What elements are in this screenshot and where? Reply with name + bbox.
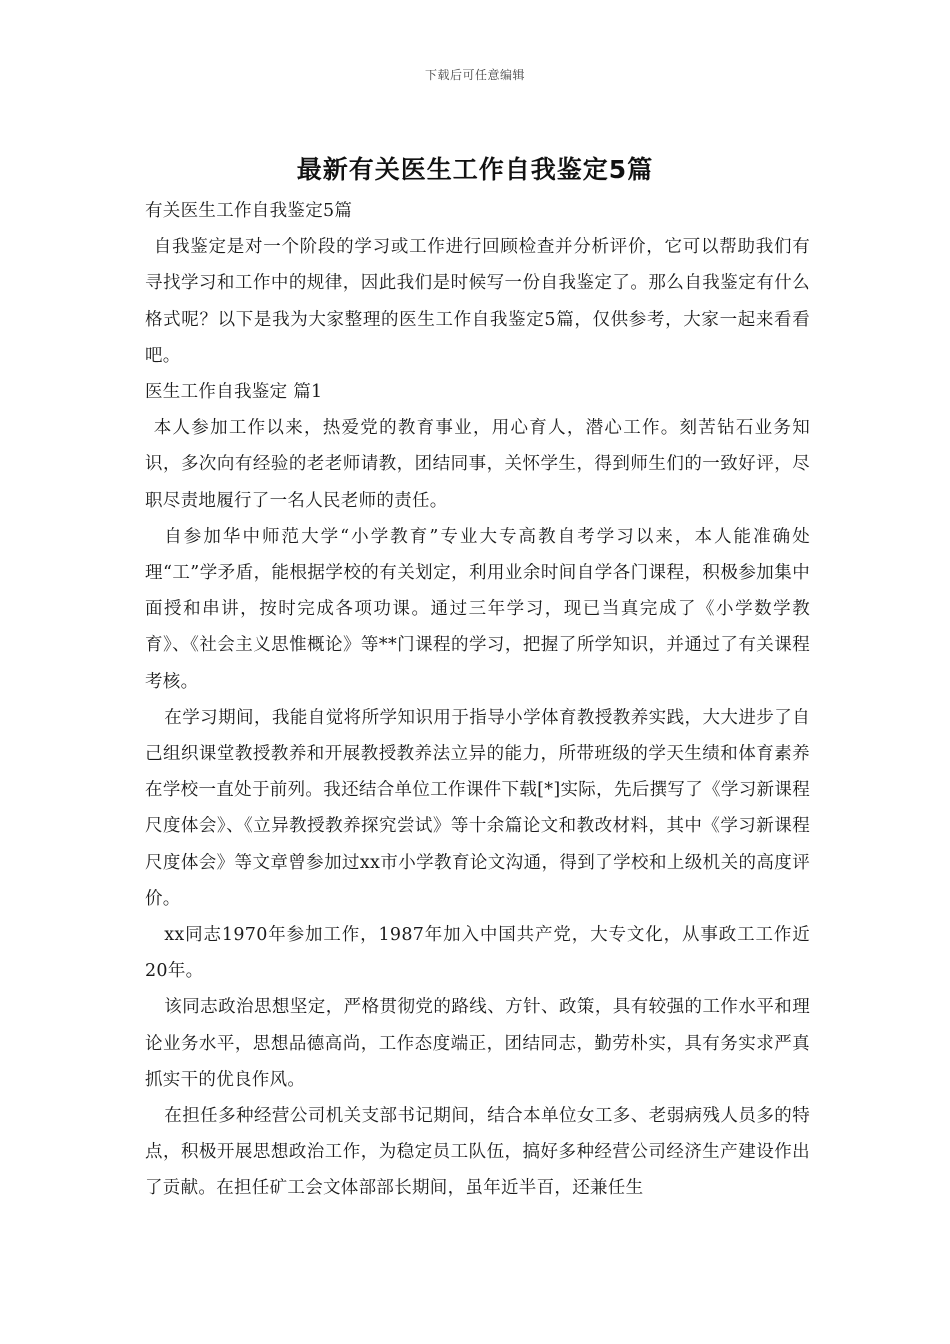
section-heading: 医生工作自我鉴定 篇1 — [145, 382, 323, 403]
body-paragraph: 该同志政治思想坚定，严格贯彻党的路线、方针、政策，具有较强的工作水平和理论业务水平，思想品德高尚，工作态度端正，团结同志，勤劳朴实，具有务实求严真抓实干的优良作风。 — [145, 997, 810, 1090]
body-paragraph: 本人参加工作以来，热爱党的教育事业，用心育人，潜心工作。刻苦钻石业务知识，多次向有经验的老老师请教，团结同事，关怀学生，得到师生们的一致好评，尽职尽责地履行了一名人民老师的责任。 — [145, 418, 810, 511]
document-title: 最新有关医生工作自我鉴定5篇 — [296, 155, 654, 184]
document-body — [145, 193, 810, 1207]
body-paragraph: 在学习期间，我能自觉将所学知识用于指导小学体育教授教养实践，大大进步了自己组织课堂教授教养和开展教授教养法立异的能力，所带班级的学天生绩和体育素养在学校一直处于前列。我还结合单位工作课件下载[*]实际，先后撰写了《学习新课程尺度体会》、《立异教授教养探究尝试》等十余篇论文和教改材料，其中《学习新课程尺度体会》等文章曾参加过xx市小学教育论文沟通，得到了学校和上级机关的高度评价。 — [145, 707, 810, 909]
body-paragraph: 在担任多种经营公司机关支部书记期间，结合本单位女工多、老弱病残人员多的特点，积极开展思想政治工作，为稳定员工队伍，搞好多种经营公司经济生产建设作出了贡献。在担任矿工会文体部部长期间，虽年近半百，还兼任生 — [145, 1106, 810, 1199]
subtitle-paragraph: 有关医生工作自我鉴定5篇 — [145, 201, 353, 221]
body-paragraph: xx同志1970年参加工作，1987年加入中国共产党，大专文化，从事政工工作近20年。 — [145, 925, 810, 982]
intro-paragraph: 自我鉴定是对一个阶段的学习或工作进行回顾检查并分析评价，它可以帮助我们有寻找学习和工作中的规律，因此我们是时候写一份自我鉴定了。那么自我鉴定有什么格式呢？以下是我为大家整理的医生工作自我鉴定5篇，仅供参考，大家一起来看看吧。 — [145, 237, 810, 366]
body-paragraph: 自参加华中师范大学“小学教育”专业大专高教自考学习以来，本人能准确处理“工”学矛盾，能根据学校的有关划定，利用业余时间自学各门课程，积极参加集中面授和串讲，按时完成各项功课。通过三年学习，现已当真完成了《小学数学教育》、《社会主义思惟概论》等**门课程的学习，把握了所学知识，并通过了有关课程考核。 — [145, 526, 810, 692]
header-note: 下载后可任意编辑 — [424, 68, 525, 82]
